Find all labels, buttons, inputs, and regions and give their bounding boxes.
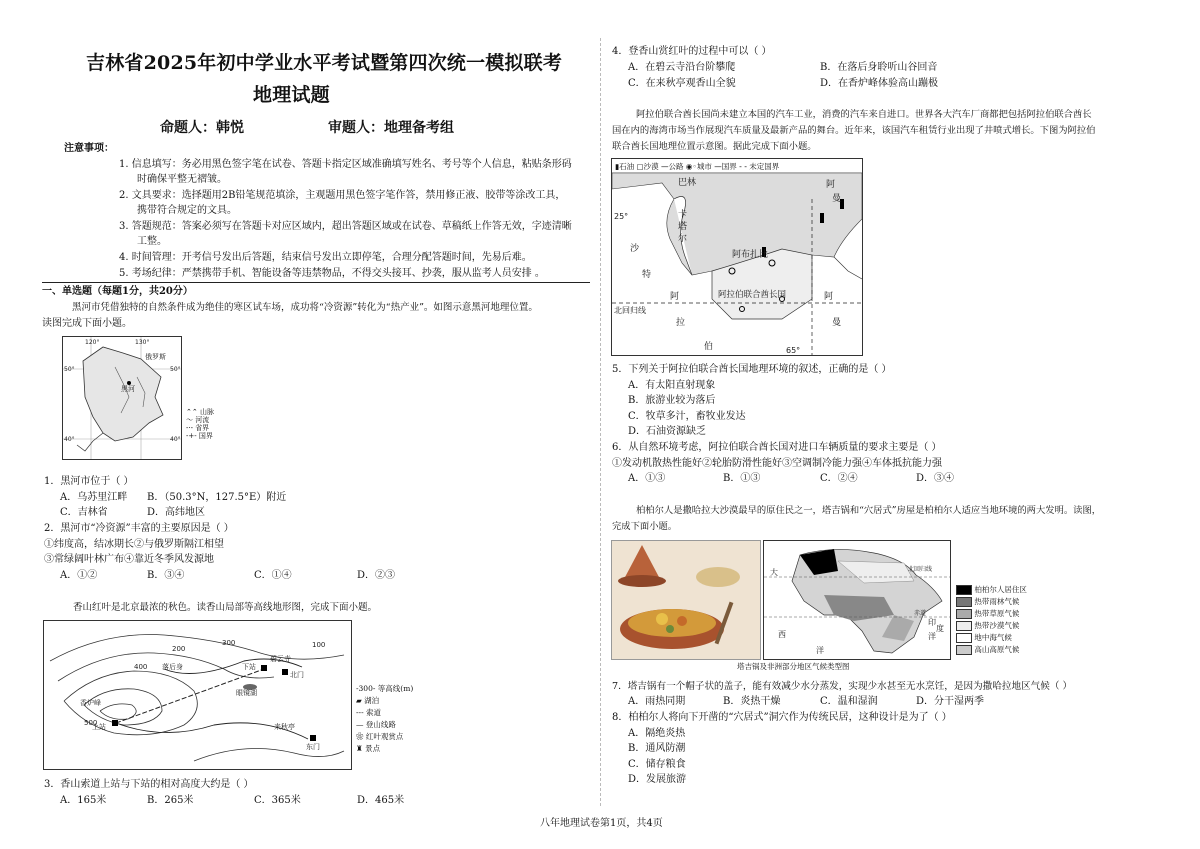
mountain-icon: ⌃⌃ — [186, 408, 200, 416]
map2-legend-item: 景点 — [365, 744, 381, 753]
contour-300: 300 — [222, 639, 236, 647]
question-2: 2．黑河市“冷资源”丰富的主要原因是（ ） — [44, 523, 234, 534]
map1-legend-item: 国界 — [198, 432, 213, 440]
q2-option-a: A．①② — [60, 570, 98, 581]
map3-label-ta: 塔 — [678, 222, 688, 232]
map1-lat-40-right: 40° — [170, 436, 181, 443]
question-1: 1．黑河市位于（ ） — [44, 476, 134, 487]
label-yanjinghu: 眼镜湖 — [236, 689, 257, 697]
contour-200: 200 — [172, 645, 186, 653]
q4-option-a: A．在碧云寺沿台阶攀爬 — [628, 62, 736, 73]
q-intro-heihe: 黑河市凭借独特的自然条件成为绝佳的寒区试车场，成功将“冷资源”转化为“热产业”。如图示意黑河地理位置。 — [72, 302, 538, 313]
highland-swatch — [956, 645, 972, 655]
cableway-icon: --- — [356, 708, 366, 717]
q2-statement-1: ①纬度高，结冰期长②与俄罗斯隔江相望 — [44, 539, 224, 550]
map1-lon-130: 130° — [135, 339, 150, 346]
map3-lon-65: 65° — [786, 346, 801, 355]
contour-line-icon: -300- — [356, 684, 378, 693]
q3-option-d: D．465米 — [357, 795, 405, 806]
q5-option-b: B．旅游业较为落后 — [628, 395, 716, 406]
map4-legend-item: 热带雨林气候 — [974, 597, 1020, 606]
map4-legend-item: 高山高原气候 — [974, 645, 1020, 654]
exam-title-line1: 吉林省2025年初中学业水平考试暨第四次统一模拟联考 — [86, 52, 563, 74]
map3-label-er: 尔 — [678, 234, 688, 244]
contour-map-svg — [44, 621, 351, 769]
exam-title-line2: 地理试题 — [253, 84, 330, 106]
q6-option-d: D．③④ — [916, 473, 955, 484]
column-divider — [600, 38, 601, 806]
q-intro-uae-2: 国在内的海湾市场当作展现汽车质量及最新产品的舞台。近年来，该国汽车租赁行业出现了井喷式增长。下图为阿拉伯 — [612, 125, 1096, 136]
q-intro-berber-1: 柏柏尔人是撒哈拉大沙漠最早的原住民之一，塔吉锅和“穴居式”房屋是柏柏尔人适应当地环境的两大发明。读图， — [636, 505, 1102, 516]
q-intro-heihe-2: 读图完成下面小题。 — [42, 318, 132, 329]
q6-option-b: B．①③ — [723, 473, 761, 484]
map3-label-la: 拉 — [676, 318, 686, 328]
africa-label-yang: 洋 — [816, 646, 824, 655]
notice-item: 3. 答题规范：答案必须写在答题卡对应区域内，超出答题区域或在试卷、草稿纸上作答无效，字迹清晰 — [119, 221, 572, 232]
notice-heading: 注意事项： — [64, 143, 114, 154]
q8-option-d: D．发展旅游 — [628, 774, 687, 785]
map2-legend-item: 红叶观赏点 — [365, 732, 404, 741]
map3-label-sha: 沙 — [630, 244, 640, 254]
africa-equator-label: 赤道 — [914, 610, 927, 617]
q5-option-d: D．石油资源缺乏 — [628, 426, 707, 437]
question-4: 4．登香山赏红叶的过程中可以（ ） — [612, 46, 772, 57]
map1-lon-120: 120° — [85, 339, 100, 346]
question-7: 7．塔吉锅有一个帽子状的盖子，能有效减少水分蒸发，实现少水甚至无水烹饪，是因为撒哈拉地区气候（ ） — [612, 681, 1073, 692]
red-leaf-spot-icon: ❀ — [356, 732, 366, 741]
notice-item: 4. 时间管理：开考信号发出后答题，结束信号发出立即停笔，合理分配答题时间，先易后难。 — [119, 252, 532, 263]
river-icon: ～ — [186, 416, 196, 424]
map1-lat-40-left: 40° — [64, 436, 75, 443]
notice-item: 1. 信息填写：务必用黑色签字笔在试卷、答题卡指定区域准确填写姓名、考号等个人信息，粘贴条形码 — [119, 159, 572, 170]
q-intro-xiangshan: 香山红叶是北京最浓的秋色。读香山局部等高线地形图，完成下面小题。 — [73, 602, 378, 613]
africa-map-svg — [764, 541, 950, 659]
africa-label-du: 度 — [936, 624, 944, 633]
map3-label-oman-b: 曼 — [832, 194, 842, 204]
notice-item: 5. 考场纪律：严禁携带手机、智能设备等违禁物品，不得交头接耳、抄袭，服从监考人员安排 。 — [119, 268, 545, 279]
page-footer: 八年地理试卷第1页，共4页 — [540, 818, 663, 829]
map4-legend — [956, 584, 1046, 656]
africa-label-yang2: 洋 — [928, 632, 936, 641]
q8-option-b: B．通风防潮 — [628, 743, 686, 754]
africa-climate-map — [763, 540, 951, 660]
map2-legend-item: 湖泊 — [364, 696, 380, 705]
map1-legend-item: 山脉 — [199, 408, 214, 416]
map3-legend: ▮石油 ▢沙漠 —公路 ◉◦城市 —国界 - - 未定国界 — [615, 162, 780, 171]
q7-option-b: B．炎热干燥 — [723, 696, 781, 707]
map3-label-uae: 阿拉伯联合酋长国 — [718, 290, 787, 300]
reviewer: 审题人：地理备考组 — [328, 120, 454, 136]
map3-label-a3: 阿 — [670, 292, 680, 302]
notice-item: 工整。 — [137, 236, 167, 247]
q1-option-b: B．（50.3°N，127.5°E）附近 — [147, 492, 287, 503]
q7-option-c: C．温和湿润 — [820, 696, 878, 707]
q6-option-a: A．①③ — [628, 473, 666, 484]
notice-item: 2. 文具要求：选择题用2B铅笔规范填涂，主观题用黑色签字笔作答，禁用修正液、胶带等涂改工具， — [119, 190, 566, 201]
map3-label-man2: 曼 — [832, 318, 842, 328]
notice-item: 时确保平整无褶皱。 — [137, 174, 227, 185]
map4-legend-item: 热带草原气候 — [974, 609, 1020, 618]
q-intro-berber-2: 完成下面小题。 — [612, 521, 678, 532]
map1-lat-50-right: 50° — [170, 366, 181, 373]
label-shangzhan: 上站 — [92, 723, 106, 731]
label-laiqiuting: 来秋亭 — [274, 723, 295, 731]
section-rule — [42, 282, 590, 283]
map4-legend-item: 柏柏尔人居住区 — [974, 585, 1027, 594]
africa-label-yin: 印 — [928, 618, 936, 627]
map3-label-abudhabi: 阿布扎比 — [732, 250, 769, 260]
tajine-illustration — [612, 541, 760, 659]
map3-lat-25: 25° — [614, 212, 629, 221]
map2-legend — [356, 683, 436, 755]
section1-heading: 一、单选题（每题1分，共20分） — [42, 286, 193, 297]
q5-option-c: C．牧草多汁，畜牧业发达 — [628, 411, 746, 422]
africa-tropic-label: 北回归线 — [908, 566, 933, 573]
xiangshan-contour-map — [43, 620, 352, 770]
q3-option-c: C．365米 — [254, 795, 301, 806]
savanna-swatch — [956, 609, 972, 619]
map4-legend-item: 热带沙漠气候 — [974, 621, 1020, 630]
lake-icon: ▰ — [356, 696, 365, 705]
mediterranean-swatch — [956, 633, 972, 643]
map3-label-bahrain: 巴林 — [678, 178, 697, 188]
q2-option-d: D．②③ — [357, 570, 396, 581]
author: 命题人：韩悦 — [160, 120, 244, 136]
map2-legend-item: 索道 — [366, 708, 381, 717]
map3-label-a2: 阿 — [824, 292, 834, 302]
q1-option-a: A．乌苏里江畔 — [60, 492, 128, 503]
q5-option-a: A．有太阳直射现象 — [628, 380, 716, 391]
question-5: 5．下列关于阿拉伯联合酋长国地理环境的叙述，正确的是（ ） — [612, 364, 892, 375]
q2-option-b: B．③④ — [147, 570, 185, 581]
q7-option-d: D．分干湿两季 — [916, 696, 985, 707]
map3-label-oman-a: 阿 — [826, 180, 836, 190]
q-intro-uae-3: 联合酋长国地理位置示意图。据此完成下面小题。 — [612, 141, 817, 152]
contour-400: 400 — [134, 663, 148, 671]
uae-map-svg — [612, 159, 862, 355]
map3-label-qa: 卡 — [678, 210, 688, 220]
map1-legend — [186, 408, 234, 440]
national-border-icon: -+- — [186, 432, 199, 440]
map1-heihe-label: 黑河 — [121, 385, 135, 393]
question-6: 6．从自然环境考虑，阿拉伯联合酋长国对进口车辆质量的要求主要是（ ） — [612, 442, 942, 453]
africa-label-xi: 西 — [778, 630, 786, 639]
q2-option-c: C．①④ — [254, 570, 292, 581]
heihe-map-svg — [63, 337, 181, 459]
contour-500: 500 — [84, 719, 98, 727]
berber-area-swatch — [956, 585, 972, 595]
question-8: 8．柏柏尔人将向下开凿的“穴居式”洞穴作为传统民居，这种设计是为了（ ） — [612, 712, 952, 723]
q8-option-a: A．隔绝炎热 — [628, 728, 686, 739]
map4-caption: 塔吉锅及非洲部分地区气候类型图 — [737, 662, 850, 671]
desert-swatch — [956, 621, 972, 631]
label-dongmen: 东门 — [306, 743, 320, 751]
map1-legend-item: 河流 — [195, 416, 210, 424]
label-luohoushen: 落后身 — [162, 663, 183, 671]
q6-statements: ①发动机散热性能好②轮胎防滑性能好③空调制冷能力强④车体抵抗能力强 — [612, 458, 942, 469]
hiking-route-icon: — — [356, 720, 366, 729]
africa-label-da: 大 — [770, 568, 778, 577]
rainforest-swatch — [956, 597, 972, 607]
map3-label-te: 特 — [642, 270, 652, 280]
q3-option-a: A．165米 — [60, 795, 107, 806]
map2-legend-item: 等高线(m) — [377, 684, 414, 693]
q6-option-c: C．②④ — [820, 473, 858, 484]
map1-legend-item: 省界 — [195, 424, 210, 432]
q1-option-c: C．吉林省 — [60, 507, 108, 518]
label-xianglufeng: 香炉峰 — [80, 699, 101, 707]
q4-option-d: D．在香炉峰体验高山蹦极 — [820, 78, 939, 89]
label-biyunsi: 碧云寺 — [270, 655, 291, 663]
label-xiazhan: 下站 — [242, 663, 256, 671]
notice-item: 携带符合规定的文具。 — [137, 205, 237, 216]
q1-option-d: D．高纬地区 — [147, 507, 206, 518]
contour-100: 100 — [312, 641, 326, 649]
map1-lat-50-left: 50° — [64, 366, 75, 373]
map2-legend-item: 登山线路 — [365, 720, 396, 729]
map3-label-bo: 伯 — [704, 342, 714, 352]
uae-location-map — [611, 158, 863, 356]
province-border-icon: -·- — [186, 424, 196, 432]
map3-tropic-cancer: 北回归线 — [614, 306, 646, 315]
label-beimen: 北门 — [290, 671, 304, 679]
question-3: 3．香山索道上站与下站的相对高度大约是（ ） — [44, 779, 254, 790]
q8-option-c: C．储存粮食 — [628, 759, 686, 770]
q-intro-uae-1: 阿拉伯联合酋长国尚未建立本国的汽车工业，消费的汽车来自进口。世界各大汽车厂商都把包括阿拉伯联合酋长 — [636, 109, 1092, 120]
q2-statement-2: ③常绿阔叶林广布④靠近冬季风发源地 — [44, 554, 214, 565]
tajine-photo — [611, 540, 761, 660]
map4-legend-item: 地中海气候 — [974, 633, 1012, 642]
q4-option-c: C．在来秋亭观香山全貌 — [628, 78, 736, 89]
map1-russia-label: 俄罗斯 — [145, 353, 166, 361]
scenic-spot-icon: ♜ — [356, 744, 366, 753]
q7-option-a: A．雨热同期 — [628, 696, 686, 707]
q3-option-b: B．265米 — [147, 795, 194, 806]
q4-option-b: B．在落后身聆听山谷回音 — [820, 62, 938, 73]
heihe-location-map — [62, 336, 182, 460]
